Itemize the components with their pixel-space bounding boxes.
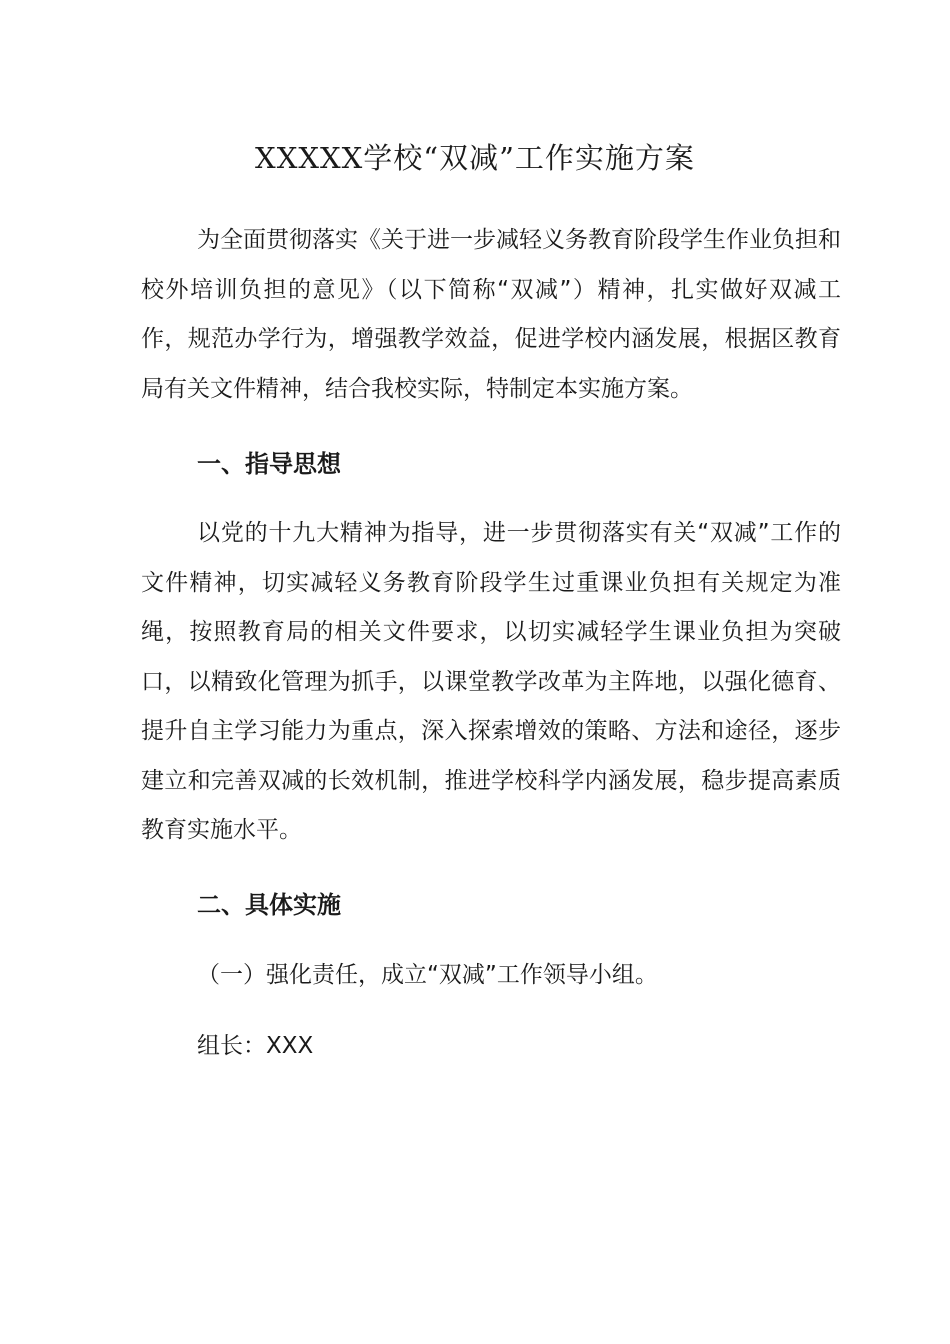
section-heading-guiding-ideology: 一、指导思想 [197, 450, 341, 478]
document-title: XXXXX学校“双减”工作实施方案 [255, 141, 695, 175]
section-heading-implementation: 二、具体实施 [197, 891, 341, 919]
subsection-heading-leadership-group: （一）强化责任，成立“双减”工作领导小组。 [197, 962, 658, 988]
intro-paragraph: 为全面贯彻落实《关于进一步减轻义务教育阶段学生作业负担和校外培训负担的意见》（以下简称“双减”）精神，扎实做好双减工作，规范办学行为，增强教学效益，促进学校内涵发展，根据区教育局有关文件精神，结合我校实际，特制定本实施方案。 [141, 227, 841, 402]
group-leader-line: 组长：XXX [197, 1033, 314, 1059]
guiding-ideology-paragraph: 以党的十九大精神为指导，进一步贯彻落实有关“双减”工作的文件精神，切实减轻义务教育阶段学生过重课业负担有关规定为准绳，按照教育局的相关文件要求，以切实减轻学生课业负担为突破口，以精致化管理为抓手，以课堂教学改革为主阵地，以强化德育、提升自主学习能力为重点，深入探索增效的策略、方法和途径，逐步建立和完善双减的长效机制，推进学校科学内涵发展，稳步提高素质教育实施水平。 [141, 520, 841, 843]
